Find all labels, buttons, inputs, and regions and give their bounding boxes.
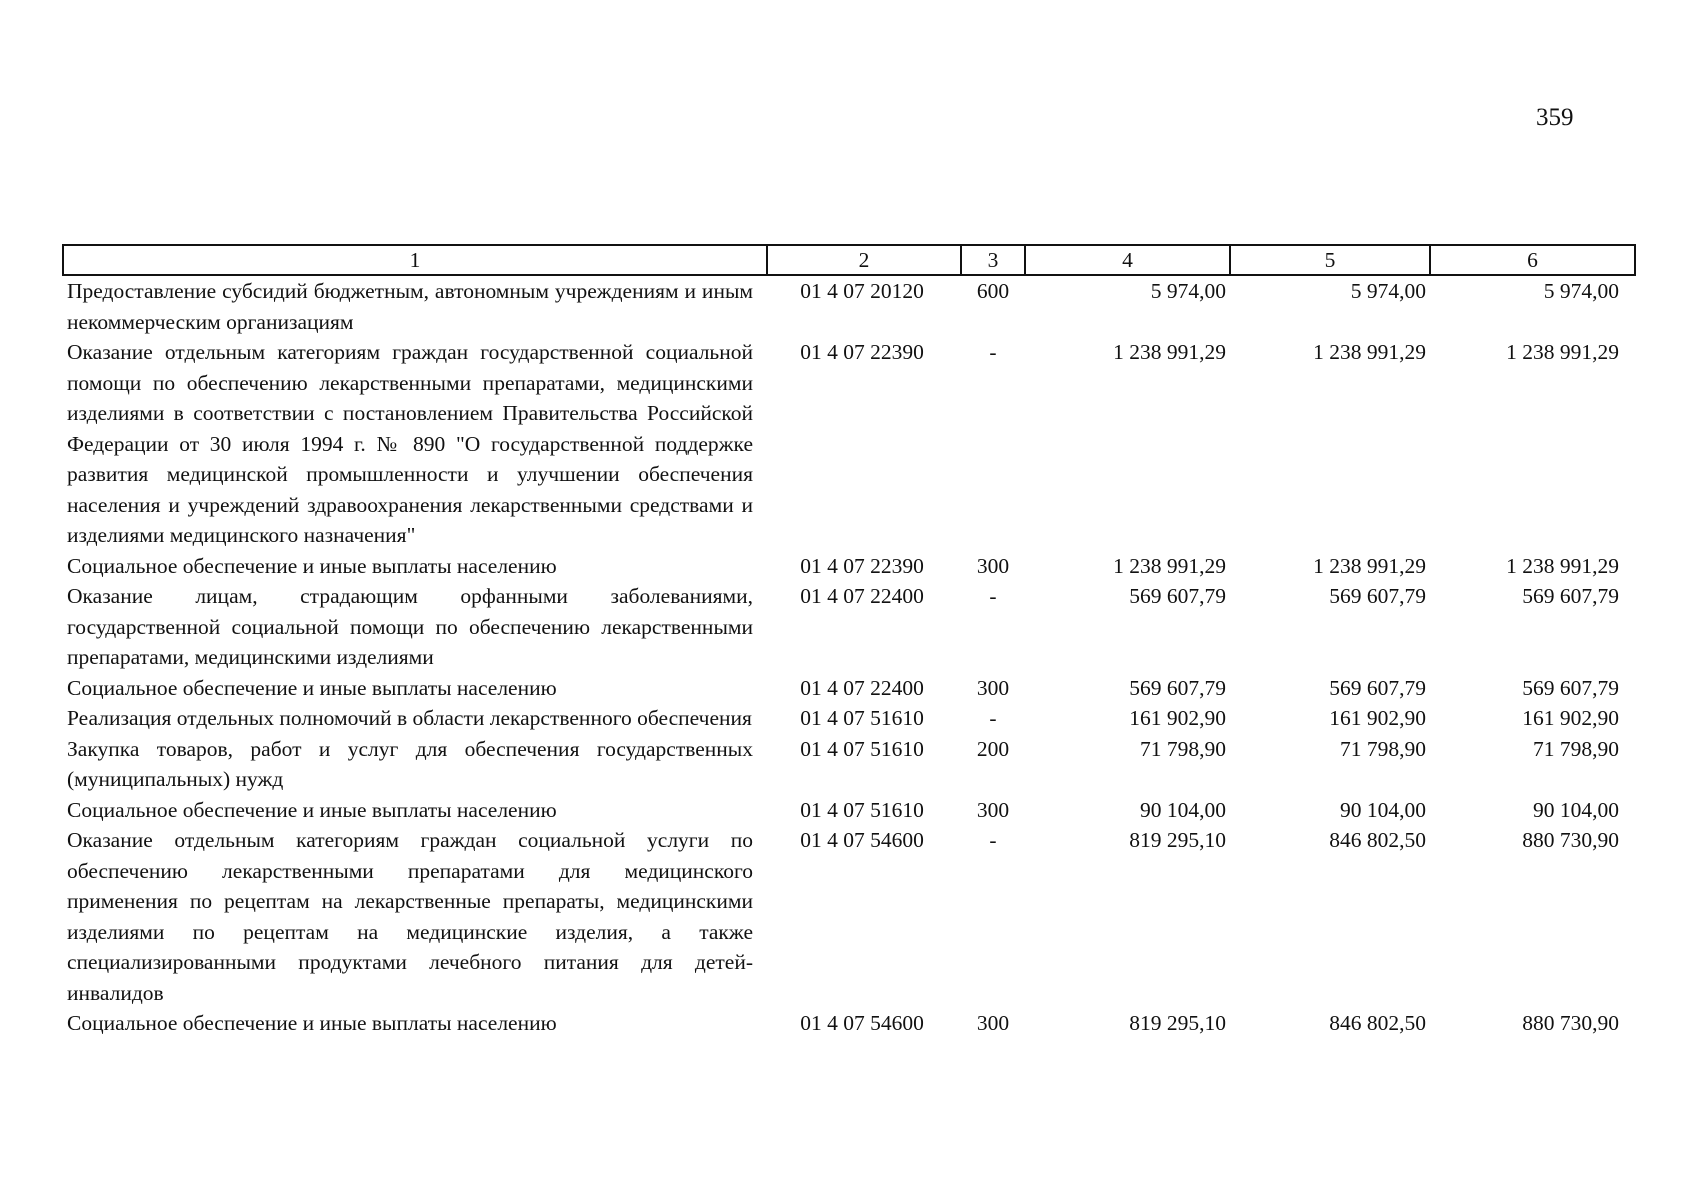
row-code: 01 4 07 20120 bbox=[800, 279, 924, 303]
row-expense-type: 600 bbox=[976, 279, 1010, 303]
table-row bbox=[63, 1008, 1635, 1039]
row-expense-type: 300 bbox=[976, 1011, 1010, 1035]
table-row bbox=[63, 551, 1635, 582]
row-name: Реализация отдельных полномочий в области лекарственного обеспечения bbox=[67, 706, 752, 730]
table-row bbox=[63, 703, 1635, 734]
row-expense-type: 300 bbox=[976, 797, 1010, 822]
row-name: Оказание отдельным категориям граждан государственной социальной помощи по обеспечению лекарственными препаратами, медицинскими изделиями в соответствии с постановлением Правительства Российской Федерации от 30 июля 1994 г. № 890 "О государственной поддержке развития медицинской промышленности и улучшении обеспечения населения и учреждений здравоохранения лекарственными средствами и изделиями медицинского назначения" bbox=[67, 340, 753, 547]
row-value-col5: 90 104,00 bbox=[1340, 797, 1426, 822]
table-row bbox=[63, 795, 1635, 826]
header-col-3: 3 bbox=[961, 245, 1025, 275]
row-name: Закупка товаров, работ и услуг для обеспечения государственных (муниципальных) нужд bbox=[67, 736, 753, 791]
row-code: 01 4 07 51610 bbox=[800, 736, 924, 761]
row-value-col5: 846 802,50 bbox=[1329, 828, 1426, 852]
row-code: 01 4 07 22390 bbox=[800, 553, 924, 578]
row-value-col5: 569 607,79 bbox=[1329, 584, 1426, 608]
row-value-col4: 1 238 991,29 bbox=[1113, 553, 1226, 578]
row-value-col6: 71 798,90 bbox=[1533, 736, 1619, 761]
row-code: 01 4 07 22390 bbox=[800, 340, 924, 364]
row-value-col4: 569 607,79 bbox=[1129, 675, 1226, 700]
row-value-col6: 5 974,00 bbox=[1543, 279, 1619, 303]
table-row bbox=[63, 337, 1635, 551]
row-value-col5: 71 798,90 bbox=[1340, 736, 1426, 761]
row-expense-type: - bbox=[989, 828, 997, 852]
row-value-col6: 880 730,90 bbox=[1522, 828, 1619, 852]
row-code: 01 4 07 51610 bbox=[800, 706, 924, 730]
row-value-col4: 90 104,00 bbox=[1140, 797, 1226, 822]
header-col-4: 4 bbox=[1025, 245, 1230, 275]
row-value-col6: 1 238 991,29 bbox=[1506, 553, 1619, 578]
row-value-col4: 819 295,10 bbox=[1129, 828, 1226, 852]
row-code: 01 4 07 54600 bbox=[800, 828, 924, 852]
row-name: Оказание отдельным категориям граждан социальной услуги по обеспечению лекарственными препаратами для медицинского применения по рецептам на лекарственные препараты, медицинскими изделиями по рецептам на медицинские изделия, а также специализированными продуктами лечебного питания для детей-инвалидов bbox=[67, 828, 753, 1005]
row-code: 01 4 07 51610 bbox=[800, 797, 924, 822]
row-code: 01 4 07 54600 bbox=[800, 1011, 924, 1035]
table-row bbox=[63, 734, 1635, 795]
row-value-col6: 569 607,79 bbox=[1522, 675, 1619, 700]
row-expense-type: 300 bbox=[976, 553, 1010, 578]
row-name: Предоставление субсидий бюджетным, автономным учреждениям и иным некоммерческим организациям bbox=[67, 279, 753, 334]
row-value-col5: 1 238 991,29 bbox=[1313, 553, 1426, 578]
row-name: Социальное обеспечение и иные выплаты населению bbox=[67, 675, 557, 700]
row-expense-type: - bbox=[989, 340, 997, 364]
row-expense-type: - bbox=[989, 584, 997, 608]
budget-table bbox=[62, 244, 1636, 1039]
row-expense-type: 300 bbox=[976, 675, 1010, 700]
header-col-2: 2 bbox=[767, 245, 961, 275]
row-value-col4: 5 974,00 bbox=[1150, 279, 1226, 303]
row-value-col6: 880 730,90 bbox=[1522, 1011, 1619, 1035]
row-value-col6: 569 607,79 bbox=[1522, 584, 1619, 608]
table-header bbox=[63, 245, 1635, 275]
table-row bbox=[63, 673, 1635, 704]
row-value-col5: 569 607,79 bbox=[1329, 675, 1426, 700]
table-row bbox=[63, 581, 1635, 673]
row-value-col6: 1 238 991,29 bbox=[1506, 340, 1619, 364]
header-row bbox=[63, 245, 1635, 275]
table-body bbox=[63, 275, 1635, 1039]
row-value-col5: 161 902,90 bbox=[1329, 706, 1426, 730]
row-value-col4: 1 238 991,29 bbox=[1113, 340, 1226, 364]
row-value-col6: 161 902,90 bbox=[1522, 706, 1619, 730]
header-col-5: 5 bbox=[1230, 245, 1430, 275]
row-code: 01 4 07 22400 bbox=[800, 675, 924, 700]
row-value-col4: 819 295,10 bbox=[1129, 1011, 1226, 1035]
row-name: Социальное обеспечение и иные выплаты населению bbox=[67, 553, 557, 578]
row-code: 01 4 07 22400 bbox=[800, 584, 924, 608]
header-col-6: 6 bbox=[1430, 245, 1635, 275]
row-expense-type: - bbox=[989, 706, 997, 730]
row-value-col6: 90 104,00 bbox=[1533, 797, 1619, 822]
row-value-col5: 5 974,00 bbox=[1350, 279, 1426, 303]
row-value-col4: 569 607,79 bbox=[1129, 584, 1226, 608]
page-number: 359 bbox=[1536, 104, 1574, 131]
table-row bbox=[63, 275, 1635, 337]
row-value-col4: 71 798,90 bbox=[1140, 736, 1226, 761]
row-value-col4: 161 902,90 bbox=[1129, 706, 1226, 730]
row-value-col5: 1 238 991,29 bbox=[1313, 340, 1426, 364]
table-row bbox=[63, 825, 1635, 1008]
header-col-1: 1 bbox=[63, 245, 767, 275]
row-value-col5: 846 802,50 bbox=[1329, 1011, 1426, 1035]
row-name: Социальное обеспечение и иные выплаты населению bbox=[67, 1011, 557, 1035]
row-name: Социальное обеспечение и иные выплаты населению bbox=[67, 797, 557, 822]
row-expense-type: 200 bbox=[976, 736, 1010, 761]
row-name: Оказание лицам, страдающим орфанными заболеваниями, государственной социальной помощи по обеспечению лекарственными препаратами, медицинскими изделиями bbox=[67, 584, 753, 669]
